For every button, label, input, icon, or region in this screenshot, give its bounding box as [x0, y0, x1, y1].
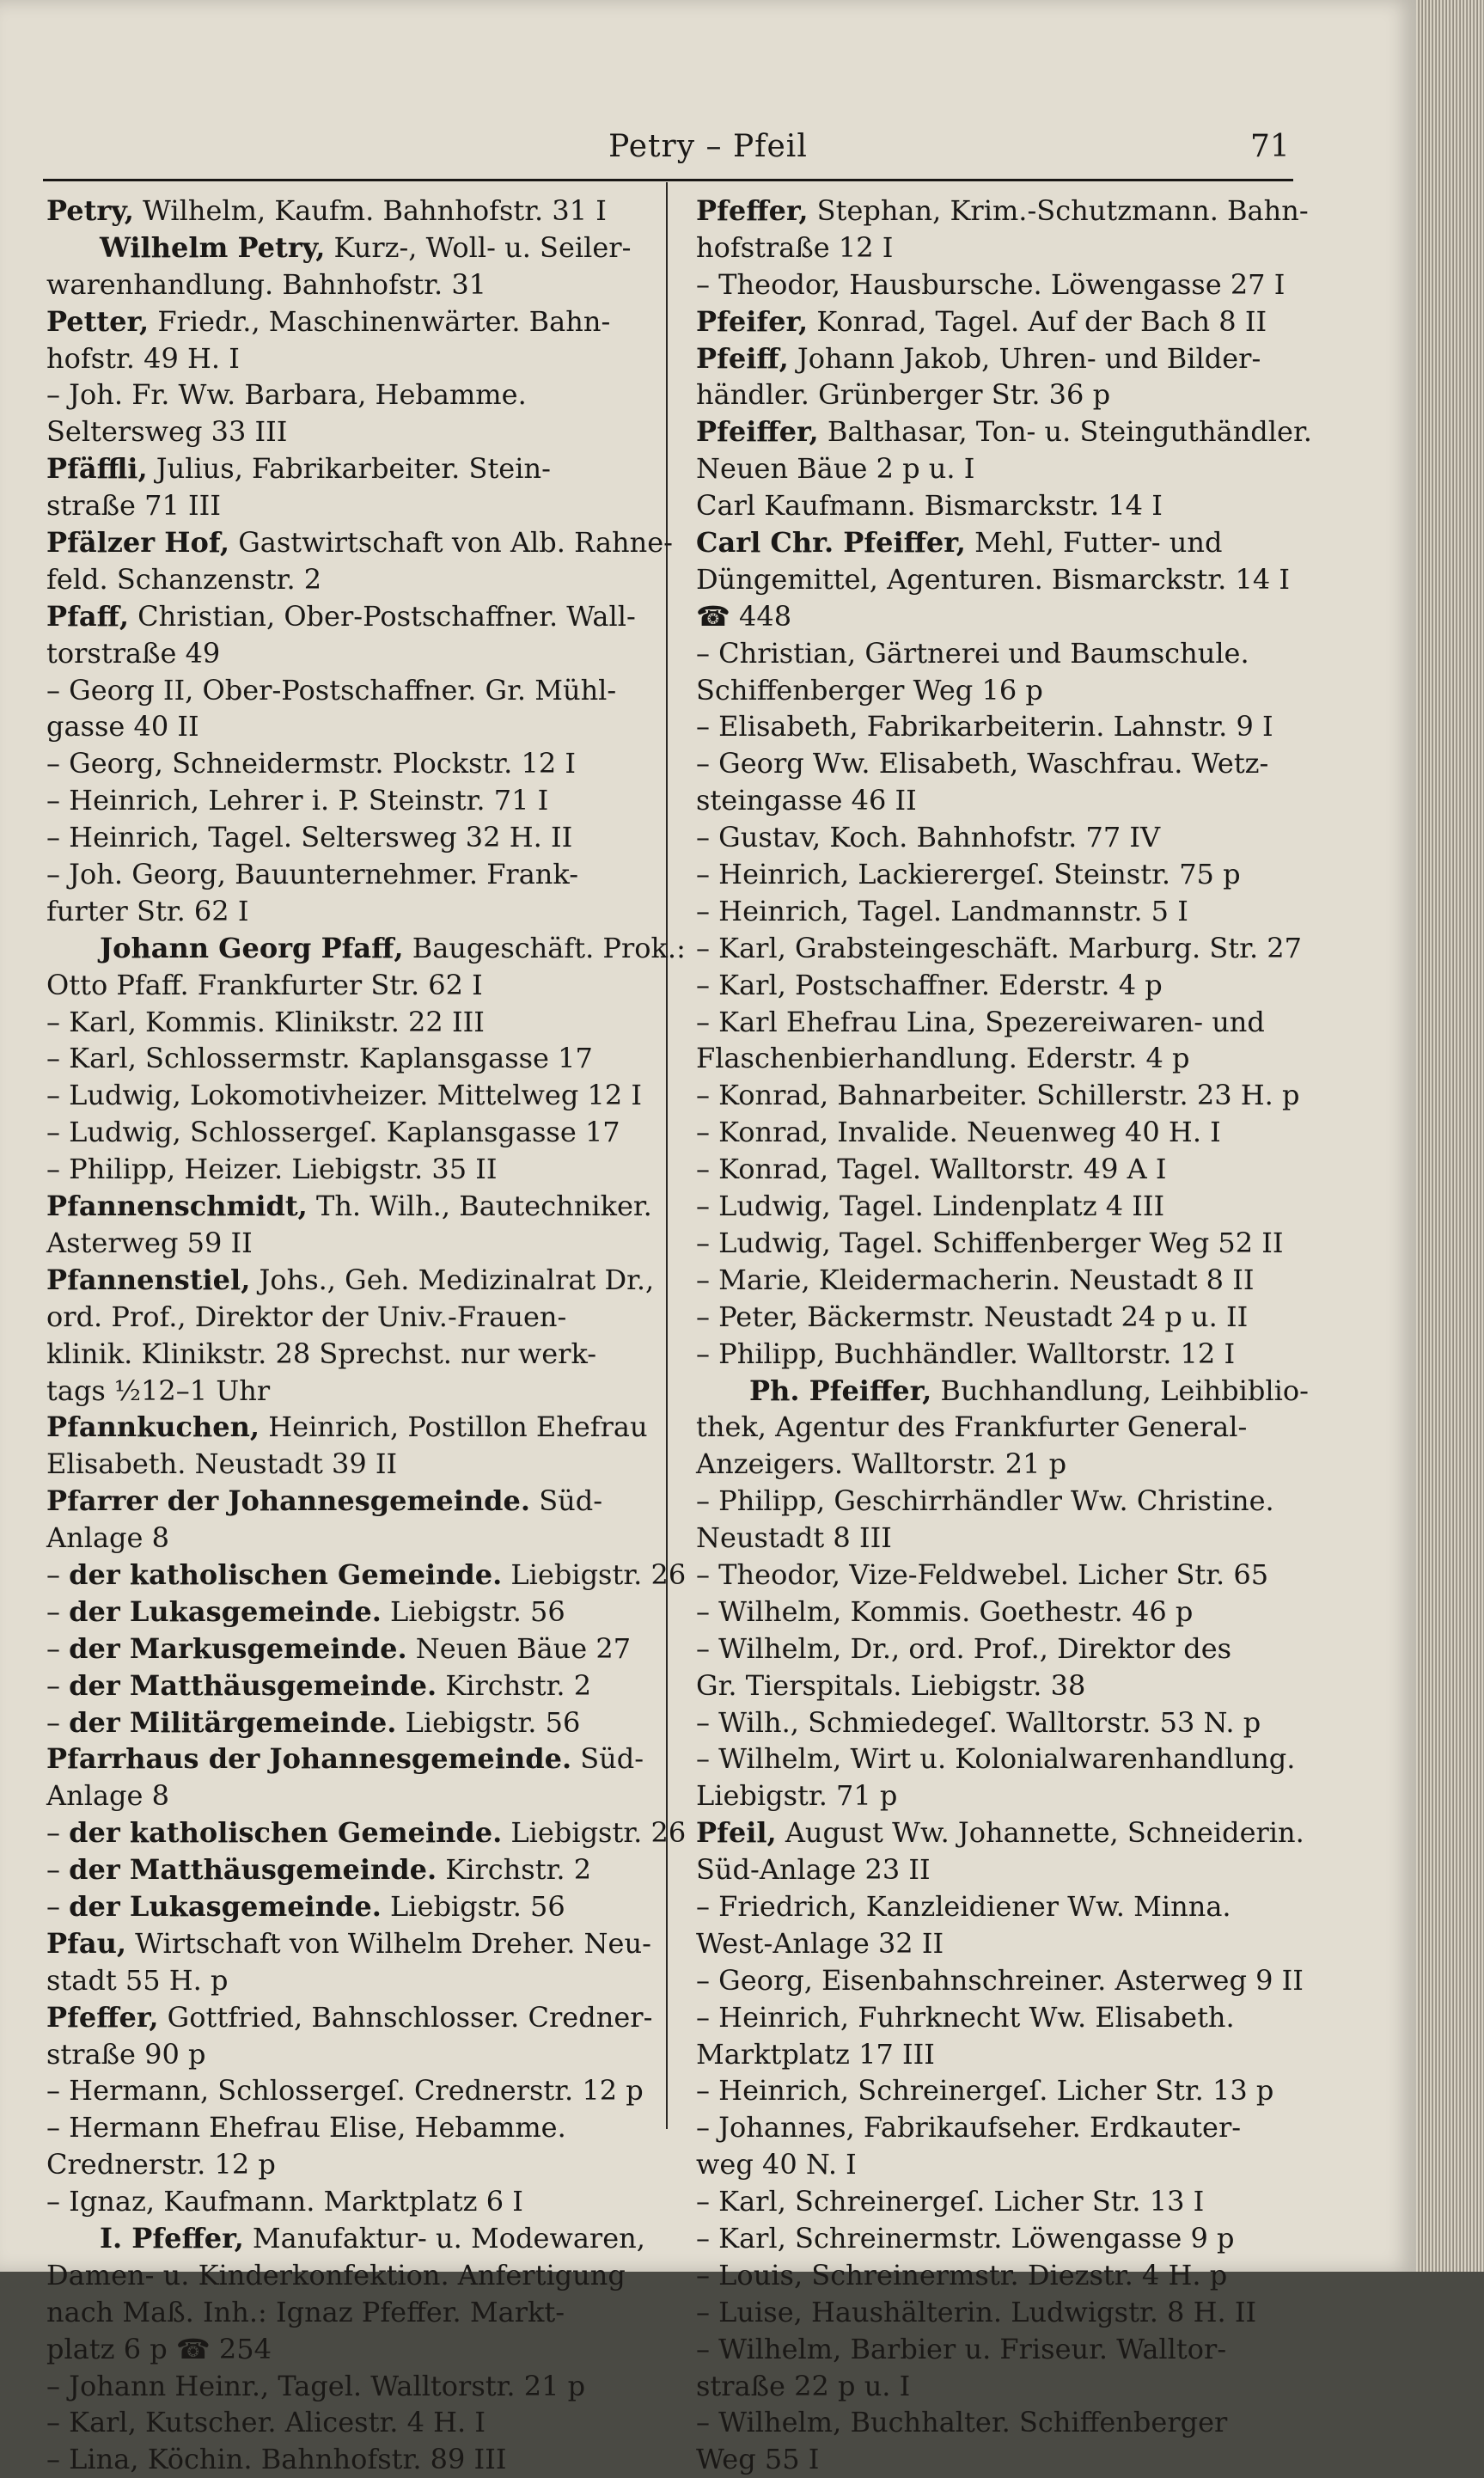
directory-line: – Luise, Haushälterin. Ludwigstr. 8 H. II — [696, 2295, 1257, 2328]
directory-line: – Karl, Kommis. Klinikstr. 22 III — [46, 1005, 485, 1038]
directory-line: Pfannenschmidt, Th. Wilh., Bautechniker. — [46, 1190, 652, 1223]
directory-line: Crednerstr. 12 p — [46, 2148, 276, 2181]
directory-line: hofstr. 49 H. I — [46, 341, 240, 375]
directory-line: – Ludwig, Tagel. Lindenplatz 4 III — [696, 1190, 1165, 1223]
directory-line: Schiffenberger Weg 16 p — [696, 673, 1043, 707]
directory-line: – Karl, Schreinermstr. Löwengasse 9 p — [696, 2221, 1235, 2255]
running-head: Petry – Pfeil — [608, 129, 808, 164]
directory-line: Pfarrhaus der Johannesgemeinde. Süd- — [46, 1742, 644, 1776]
directory-line: – Karl, Schreinergeſ. Licher Str. 13 I — [696, 2185, 1205, 2218]
directory-line: Damen- u. Kinderkonfektion. Anfertigung — [46, 2258, 626, 2291]
directory-line: Neuen Bäue 2 p u. I — [696, 452, 975, 486]
directory-line: – Georg II, Ober-Postschaffner. Gr. Mühl- — [46, 673, 617, 707]
directory-line: – Louis, Schreinermstr. Diezstr. 4 H. p — [696, 2258, 1228, 2291]
directory-line: – der Lukasgemeinde. Liebigstr. 56 — [46, 1889, 565, 1923]
directory-line: Seltersweg 33 III — [46, 415, 288, 449]
directory-line: – Georg Ww. Elisabeth, Waschfrau. Wetz- — [696, 747, 1269, 780]
directory-line: steingasse 46 II — [696, 784, 917, 817]
directory-line: ord. Prof., Direktor der Univ.-Frauen- — [46, 1300, 567, 1333]
directory-line: Gr. Tierspitals. Liebigstr. 38 — [696, 1668, 1086, 1702]
directory-line: Pfarrer der Johannesgemeinde. Süd- — [46, 1484, 603, 1518]
directory-line: – Marie, Kleidermacherin. Neustadt 8 II — [696, 1263, 1255, 1296]
directory-line: – der Matthäusgemeinde. Kirchstr. 2 — [46, 1668, 592, 1702]
directory-line: – Wilhelm, Buchhalter. Schiffenberger — [696, 2406, 1228, 2439]
directory-line: händler. Grünberger Str. 36 p — [696, 378, 1111, 412]
page-number: 71 — [1250, 129, 1290, 164]
directory-line: Pfälzer Hof, Gastwirtschaft von Alb. Rahne- — [46, 526, 673, 560]
directory-line: – Konrad, Bahnarbeiter. Schillerstr. 23 H. p — [696, 1079, 1300, 1112]
directory-line: Pfau, Wirtschaft von Wilhelm Dreher. Neu- — [46, 1926, 651, 1960]
directory-line: – Peter, Bäckermstr. Neustadt 24 p u. II — [696, 1300, 1249, 1333]
directory-line: – Ludwig, Schlossergeſ. Kaplansgasse 17 — [46, 1116, 620, 1149]
directory-line: – Ludwig, Lokomotivheizer. Mittelweg 12 I — [46, 1079, 643, 1112]
directory-line: Flaschenbierhandlung. Ederstr. 4 p — [696, 1042, 1190, 1075]
directory-line: Johann Georg Pfaff, Baugeschäft. Prok.: — [100, 931, 686, 964]
directory-line: Pfäffli, Julius, Fabrikarbeiter. Stein- — [46, 452, 551, 486]
directory-line: – Gustav, Koch. Bahnhofstr. 77 IV — [696, 821, 1161, 854]
directory-line: torstraße 49 — [46, 636, 221, 670]
directory-line: Pfannenstiel, Johs., Geh. Medizinalrat Dr., — [46, 1263, 655, 1296]
directory-line: – der Militärgemeinde. Liebigstr. 56 — [46, 1705, 581, 1739]
directory-line: – Wilh., Schmiedegeſ. Walltorstr. 53 N. p — [696, 1705, 1261, 1739]
directory-line: stadt 55 H. p — [46, 1963, 229, 1997]
directory-line: Elisabeth. Neustadt 39 II — [46, 1447, 398, 1481]
directory-line: – der Markusgemeinde. Neuen Bäue 27 — [46, 1631, 632, 1665]
directory-line: Wilhelm Petry, Kurz-, Woll- u. Seiler- — [100, 230, 632, 264]
directory-line: Anlage 8 — [46, 1779, 169, 1813]
directory-line: – Heinrich, Tagel. Landmannstr. 5 I — [696, 894, 1188, 927]
directory-line: – Philipp, Geschirrhändler Ww. Christine. — [696, 1484, 1274, 1518]
directory-line: I. Pfeffer, Manufaktur- u. Modewaren, — [100, 2221, 645, 2255]
directory-line: – Philipp, Buchhändler. Walltorstr. 12 I — [696, 1337, 1236, 1370]
directory-line: – Johann Heinr., Tagel. Walltorstr. 21 p — [46, 2369, 586, 2402]
directory-line: – Hermann, Schlossergeſ. Crednerstr. 12 p — [46, 2074, 644, 2108]
directory-line: – Joh. Georg, Bauunternehmer. Frank- — [46, 858, 579, 891]
directory-line: – Wilhelm, Kommis. Goethestr. 46 p — [696, 1594, 1194, 1628]
directory-line: Liebigstr. 71 p — [696, 1779, 898, 1813]
directory-line: Pfeffer, Gottfried, Bahnschlosser. Credner- — [46, 2000, 653, 2034]
directory-line: Süd-Anlage 23 II — [696, 1853, 931, 1887]
directory-line: platz 6 p ☎ 254 — [46, 2332, 272, 2365]
directory-line: – Karl, Kutscher. Alicestr. 4 H. I — [46, 2406, 486, 2439]
directory-line: warenhandlung. Bahnhofstr. 31 — [46, 267, 487, 301]
directory-line: – Theodor, Hausbursche. Löwengasse 27 I — [696, 267, 1286, 301]
directory-line: – Konrad, Tagel. Walltorstr. 49 A I — [696, 1153, 1167, 1186]
directory-line: Weg 55 I — [696, 2443, 820, 2476]
directory-line: feld. Schanzenstr. 2 — [46, 562, 322, 596]
directory-line: Petry, Wilhelm, Kaufm. Bahnhofstr. 31 I — [46, 194, 607, 227]
directory-line: – Wilhelm, Barbier u. Friseur. Walltor- — [696, 2332, 1227, 2365]
directory-line: gasse 40 II — [46, 710, 199, 743]
directory-line: nach Maß. Inh.: Ignaz Pfeffer. Markt- — [46, 2295, 565, 2328]
directory-line: – Friedrich, Kanzleidiener Ww. Minna. — [696, 1889, 1231, 1923]
directory-line: hofstraße 12 I — [696, 230, 894, 264]
page-edges — [1416, 0, 1484, 2272]
directory-line: Asterweg 59 II — [46, 1226, 253, 1259]
directory-line: Anlage 8 — [46, 1521, 169, 1555]
directory-line: – Konrad, Invalide. Neuenweg 40 H. I — [696, 1116, 1221, 1149]
directory-line: – der Lukasgemeinde. Liebigstr. 56 — [46, 1594, 565, 1628]
directory-line: – Karl, Grabsteingeschäft. Marburg. Str. 27 — [696, 931, 1302, 964]
directory-line: – Christian, Gärtnerei und Baumschule. — [696, 636, 1249, 670]
directory-line: – Georg, Schneidermstr. Plockstr. 12 I — [46, 747, 577, 780]
directory-line: straße 22 p u. I — [696, 2369, 911, 2402]
directory-line: Marktplatz 17 III — [696, 2037, 935, 2071]
directory-line: – Theodor, Vize-Feldwebel. Licher Str. 65 — [696, 1557, 1269, 1591]
directory-line: Carl Chr. Pfeiffer, Mehl, Futter- und — [696, 526, 1223, 560]
directory-line: Pfannkuchen, Heinrich, Postillon Ehefrau — [46, 1410, 648, 1444]
directory-line: Carl Kaufmann. Bismarckstr. 14 I — [696, 489, 1163, 523]
directory-line: ☎ 448 — [696, 599, 792, 633]
directory-line: furter Str. 62 I — [46, 894, 249, 927]
directory-line: – Ignaz, Kaufmann. Marktplatz 6 I — [46, 2185, 523, 2218]
directory-line: Anzeigers. Walltorstr. 21 p — [696, 1447, 1067, 1481]
directory-line: straße 71 III — [46, 489, 221, 523]
directory-line: Pfeffer, Stephan, Krim.-Schutzmann. Bahn- — [696, 194, 1309, 227]
directory-line: Pfeifer, Konrad, Tagel. Auf der Bach 8 II — [696, 304, 1267, 338]
directory-line: West-Anlage 32 II — [696, 1926, 944, 1960]
directory-line: Pfeil, August Ww. Johannette, Schneiderin. — [696, 1816, 1304, 1850]
directory-line: – Karl, Schlossermstr. Kaplansgasse 17 — [46, 1042, 593, 1075]
directory-line: – Karl, Postschaffner. Ederstr. 4 p — [696, 968, 1163, 1001]
directory-line: Neustadt 8 III — [696, 1521, 892, 1555]
directory-line: klinik. Klinikstr. 28 Sprechst. nur werk- — [46, 1337, 597, 1370]
directory-line: – Karl Ehefrau Lina, Spezereiwaren- und — [696, 1005, 1265, 1038]
directory-line: – Heinrich, Fuhrknecht Ww. Elisabeth. — [696, 2000, 1235, 2034]
directory-line: – Hermann Ehefrau Elise, Hebamme. — [46, 2111, 566, 2145]
directory-line: – Wilhelm, Wirt u. Kolonialwarenhandlung. — [696, 1742, 1296, 1776]
directory-line: tags ½12–1 Uhr — [46, 1374, 271, 1407]
directory-line: thek, Agentur des Frankfurter General- — [696, 1410, 1248, 1444]
directory-line: straße 90 p — [46, 2037, 206, 2071]
left-column — [46, 193, 687, 2478]
right-column — [696, 193, 1310, 2478]
directory-line: Otto Pfaff. Frankfurter Str. 62 I — [46, 968, 483, 1001]
directory-line: – Elisabeth, Fabrikarbeiterin. Lahnstr. 9 I — [696, 710, 1273, 743]
directory-line: Petter, Friedr., Maschinenwärter. Bahn- — [46, 304, 611, 338]
directory-line: – Heinrich, Schreinergeſ. Licher Str. 13 p — [696, 2074, 1274, 2108]
directory-line: Pfeiff, Johann Jakob, Uhren- und Bilder- — [696, 341, 1261, 375]
directory-line: – Ludwig, Tagel. Schiffenberger Weg 52 II — [696, 1226, 1284, 1259]
directory-line: – Heinrich, Lehrer i. P. Steinstr. 71 I — [46, 784, 549, 817]
directory-line: – Heinrich, Lackierergeſ. Steinstr. 75 p — [696, 858, 1241, 891]
directory-line: – Lina, Köchin. Bahnhofstr. 89 III — [46, 2443, 507, 2476]
directory-line: – Heinrich, Tagel. Seltersweg 32 H. II — [46, 821, 573, 854]
directory-line: – Joh. Fr. Ww. Barbara, Hebamme. — [46, 378, 527, 412]
directory-line: – der katholischen Gemeinde. Liebigstr. 26 — [46, 1557, 687, 1591]
directory-line: – Johannes, Fabrikaufseher. Erdkauter- — [696, 2111, 1242, 2145]
directory-line: Ph. Pfeiffer, Buchhandlung, Leihbiblio- — [749, 1374, 1309, 1407]
header-rule — [43, 179, 1293, 181]
directory-line: – der Matthäusgemeinde. Kirchstr. 2 — [46, 1853, 592, 1887]
directory-line: Pfaff, Christian, Ober-Postschaffner. Wall- — [46, 599, 636, 633]
directory-line: – Georg, Eisenbahnschreiner. Asterweg 9 II — [696, 1963, 1304, 1997]
directory-line: – der katholischen Gemeinde. Liebigstr. 26 — [46, 1816, 687, 1850]
directory-line: – Philipp, Heizer. Liebigstr. 35 II — [46, 1153, 498, 1186]
directory-line: Pfeiffer, Balthasar, Ton- u. Steinguthändler. — [696, 415, 1312, 449]
directory-line: weg 40 N. I — [696, 2148, 857, 2181]
directory-line: Düngemittel, Agenturen. Bismarckstr. 14 I — [696, 562, 1291, 596]
directory-line: – Wilhelm, Dr., ord. Prof., Direktor des — [696, 1631, 1232, 1665]
